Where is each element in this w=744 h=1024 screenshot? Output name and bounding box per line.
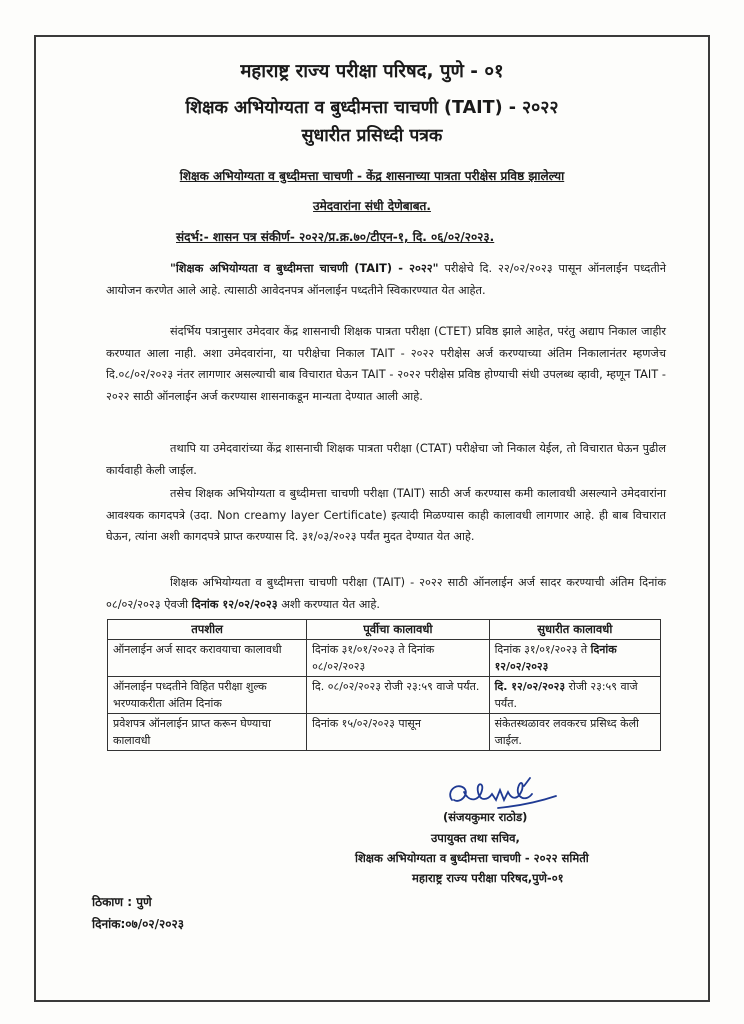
org-title: महाराष्ट्र राज्य परीक्षा परिषद, पुणे - ०१ — [240, 61, 504, 82]
paragraph-3-text: तथापि या उमेदवारांच्या केंद्र शासनाची शिक्षक पात्रता परीक्षा (CTAT) परीक्षेचा जो निकाल येईल, तो विचारात घेऊन पुढील कार्यवाही केली जाईल. — [106, 442, 666, 477]
paragraph-5-text-a: शिक्षक अभियोग्यता व बुध्दीमत्ता चाचणी परीक्षा (TAIT) - २०२२ साठी ऑनलाईन अर्ज सादर करण्याची अंतिम दिनांक ०८/०२/२०२३ ऐवजी — [106, 576, 666, 611]
table-cell-revised — [489, 640, 660, 677]
subject-line-1: शिक्षक अभियोग्यता व बुध्दीमत्ता चाचणी - केंद्र शासनाच्या पात्रता परीक्षेस प्रविष्ठ झालेल्या — [179, 169, 565, 183]
table-header-detail: तपशील — [108, 620, 307, 640]
signatory-name: (संजयकुमार राठोड) — [443, 810, 528, 824]
schedule-table — [107, 619, 661, 751]
table-row — [108, 714, 661, 751]
table-header-revised: सुधारीत कालावधी — [489, 620, 660, 640]
subject-line-2: उमेदवारांना संधी देणेबाबत. — [313, 199, 431, 213]
signatory-committee: शिक्षक अभियोग्यता व बुध्दीमत्ता चाचणी - २०२२ समिती — [355, 851, 589, 865]
table-cell-revised — [489, 714, 660, 751]
paragraph-2 — [106, 321, 666, 407]
document-type-title: सुधारीत प्रसिध्दी पत्रक — [301, 126, 443, 146]
table-cell-previous: दिनांक १५/०२/२०२३ पासून — [307, 714, 489, 751]
table-row — [108, 640, 661, 677]
revised-bold-date: दि. १२/०२/२०२३ — [494, 680, 566, 693]
table-cell-detail: प्रवेशपत्र ऑनलाईन प्राप्त करून घेण्याचा कालावधी — [108, 714, 307, 751]
table-row — [108, 677, 661, 714]
paragraph-4-text: तसेच शिक्षक अभियोग्यता व बुध्दीमत्ता चाचणी परीक्षा (TAIT) साठी अर्ज करण्यास कमी कालावधी असल्याने उमेदवारांना आवश्यक कागदपत्रे (उदा. Non creamy layer Certificate) इत्यादी मिळण्यास काही कालावधी लागणार आहे. ही बाब विचारात घेऊन, त्यांना अशी कागदपत्रे प्राप्त करण्यास दि. ३१/०३/२०२३ पर्यंत मुदत देण्यात येत आहे. — [106, 487, 666, 543]
table-cell-previous: दिनांक ३१/०१/२०२३ ते दिनांक ०८/०२/२०२३ — [307, 640, 489, 677]
revised-text-tail: रोजी २३:५९ वाजे पर्यंत. — [494, 680, 638, 710]
reference-line: संदर्भ:- शासन पत्र संकीर्ण- २०२२/प्र.क्र.७०/टीएन-१, दि. ०६/०२/२०२३. — [176, 230, 495, 244]
table-cell-revised — [489, 677, 660, 714]
revised-text: संकेतस्थळावर लवकरच प्रसिध्द केली जाईल. — [494, 717, 639, 747]
paragraph-1 — [106, 258, 666, 301]
revised-text: दिनांक ३१/०१/२०२३ ते — [494, 643, 588, 656]
signatory-designation: उपायुक्त तथा सचिव, — [431, 831, 520, 845]
table-cell-detail: ऑनलाईन अर्ज सादर करावयाचा कालावधी — [108, 640, 307, 677]
paragraph-5 — [106, 572, 666, 615]
table-header-row — [108, 620, 661, 640]
paragraph-1-text: परीक्षेचे दि. २२/०२/२०२३ पासून ऑनलाईन पध्दतीने आयोजन करणेत आले आहे. त्यासाठी आवेदनपत्र ऑनलाईन पध्दतीने स्विकारण्यात येत आहेत. — [106, 262, 666, 297]
paragraph-3 — [106, 438, 666, 481]
table-cell-detail: ऑनलाईन पध्दतीने विहित परीक्षा शुल्क भरण्याकरीता अंतिम दिनांक — [108, 677, 307, 714]
paragraph-4 — [106, 483, 666, 548]
paragraph-2-text: संदर्भिय पत्रानुसार उमेदवार केंद्र शासनाची शिक्षक पात्रता परीक्षा (CTET) प्रविष्ठ झाले आहेत, परंतु अद्याप निकाल जाहीर करण्यात आला नाही. अशा उमेदवारांना, या परीक्षेचा निकाल TAIT - २०२२ परीक्षेस अर्ज करण्याच्या अंतिम निकालानंतर म्हणजेच दि.०८/०२/२०२३ नंतर लागणार असल्याची बाब विचारात घेऊन TAIT - २०२२ परीक्षेस प्रविष्ठ होण्याची संधी उपलब्ध व्हावी, म्हणून TAIT - २०२२ साठी ऑनलाईन अर्ज करण्यास शासनाकडून मान्यता देण्यात आली आहे. — [106, 325, 666, 403]
revised-bold-date: दिनांक १२/०२/२०२३ — [494, 643, 617, 673]
signatory-organisation: महाराष्ट्र राज्य परीक्षा परिषद,पुणे-०१ — [412, 871, 564, 885]
place-line: ठिकाण : पुणे — [92, 895, 152, 909]
subject — [40, 161, 704, 221]
paragraph-1-bold: "शिक्षक अभियोग्यता व बुध्दीमत्ता चाचणी (TAIT) - २०२२" — [170, 262, 439, 275]
table-header-previous: पूर्वीचा कालावधी — [307, 620, 489, 640]
paragraph-5-bold-date: दिनांक १२/०२/२०२३ — [191, 597, 278, 611]
table-cell-previous: दि. ०८/०२/२०२३ रोजी २३:५९ वाजे पर्यंत. — [307, 677, 489, 714]
date-line: दिनांक:०७/०२/२०२३ — [92, 917, 184, 931]
exam-title: शिक्षक अभियोग्यता व बुध्दीमत्ता चाचणी (TAIT) - २०२२ — [185, 98, 559, 118]
paragraph-5-text-b: अशी करण्यात येत आहे. — [277, 597, 380, 611]
